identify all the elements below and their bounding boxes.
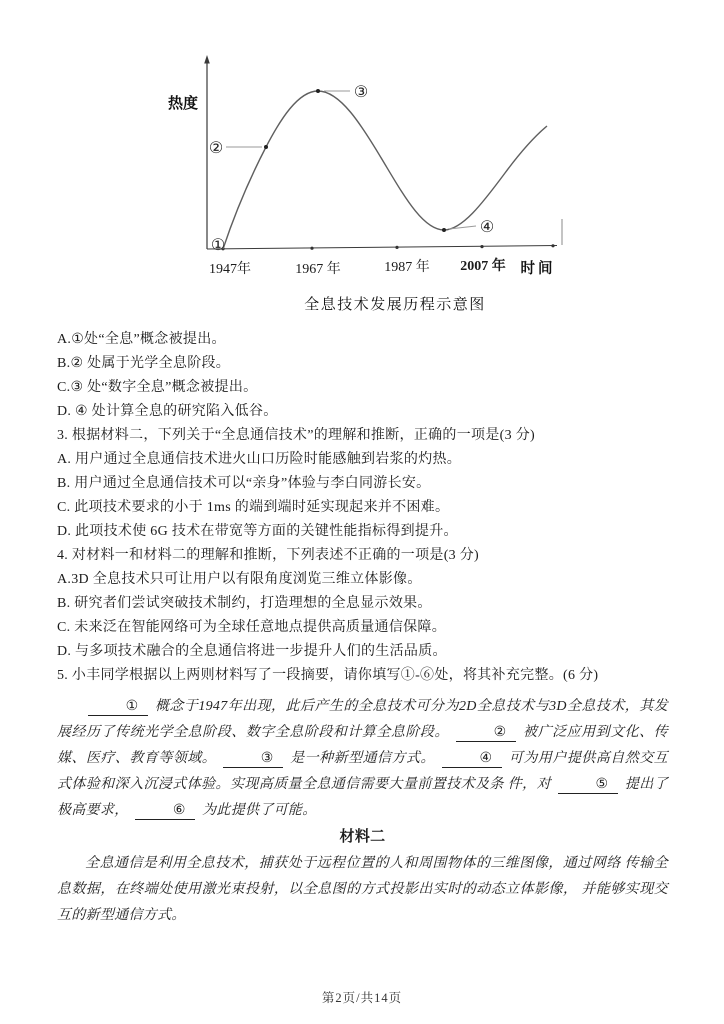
q3-stem: 3. 根据材料二，下列关于“全息通信技术”的理解和推断，正确的一项是(3 分): [57, 428, 535, 443]
tick-dot-2007: [480, 245, 483, 248]
q2-option-a: A.①处“全息”概念被提出。: [57, 332, 226, 347]
question-body: [57, 328, 668, 929]
tick-dot-1967: [310, 247, 313, 250]
curve-point-3: [316, 89, 320, 93]
y-axis-arrow-icon: [204, 55, 210, 64]
blank-1: ①: [88, 699, 148, 716]
summary-segment-5: 提出了极高要求，: [57, 777, 668, 818]
blank-5: ⑤: [558, 777, 618, 794]
q5-stem: 5. 小丰同学根据以上两则材料写了一段摘要，请你填写①-⑥处，将其补充完整。(6 分): [57, 668, 599, 683]
q3-option-c: C. 此项技术要求的小于 1ms 的端到端时延实现起来并不困难。: [57, 500, 450, 515]
material2-paragraph: 全息通信是利用全息技术，捕获处于远程位置的人和周围物体的三维图像，通过网络 传输全息数据，在终端处使用激光束投射，以全息图的方式投影出实时的动态立体影像， 并能够实现交互的新型通信方式。: [57, 856, 668, 923]
blank-3: ③: [223, 751, 283, 768]
q4-option-a: A.3D 全息技术只可让用户以有限角度浏览三维立体影像。: [57, 572, 422, 587]
q4-stem: 4. 对材料一和材料二的理解和推断，下列表述不正确的一项是(3 分): [57, 548, 480, 563]
tick-label-1967: 1967 年: [295, 262, 341, 277]
marker-4: ④: [479, 219, 495, 236]
q4-option-c: C. 未来泛在智能网络可为全球任意地点提供高质量通信保障。: [57, 620, 447, 635]
curve-point-4: [442, 228, 446, 232]
q4-option-b: B. 研究者们尝试突破技术制约，打造理想的全息显示效果。: [57, 596, 432, 611]
y-axis-label: 热度: [168, 95, 199, 112]
marker-1: ①: [210, 237, 226, 254]
marker-3: ③: [353, 84, 369, 101]
blank-6: ⑥: [135, 803, 195, 820]
blank-4: ④: [442, 751, 502, 768]
chart-caption: 全息技术发展历程示意图: [304, 297, 486, 313]
chart-canvas: [160, 52, 580, 324]
q3-option-b: B. 用户通过全息通信技术可以“亲身”体验与李白同游长安。: [57, 476, 431, 491]
tick-label-2007: 2007 年: [460, 259, 506, 274]
q2-option-b: B.② 处属于光学全息阶段。: [57, 356, 231, 371]
material2-heading: 材料二: [339, 829, 386, 845]
q3-option-d: D. 此项技术使 6G 技术在带宽等方面的关键性能指标得到提升。: [57, 524, 458, 539]
page-footer: 第2页/共14页: [321, 991, 403, 1005]
tick-label-1987: 1987 年: [384, 260, 430, 275]
q4-option-d: D. 与多项技术融合的全息通信将进一步提升人们的生活品质。: [57, 644, 447, 659]
x-axis: [207, 246, 557, 250]
summary-segment-1: 概念于1947年出现，此后产生的全息技术可分为2D全息技术与3D全息技术，其发展经历了传统光学全息阶段、数字全息阶段和计算全息阶段。: [57, 699, 668, 740]
x-axis-label: 时间: [520, 261, 556, 277]
tick-label-1947: 1947年: [209, 262, 251, 277]
summary-segment-2: 被广泛应用到文化、传媒、医疗、教育等领域。: [57, 725, 669, 766]
heat-curve: [223, 91, 547, 249]
marker-2: ②: [208, 140, 224, 157]
q2-option-c: C.③ 处“数字全息”概念被提出。: [57, 380, 258, 395]
q5-summary-paragraph: [57, 694, 668, 824]
summary-segment-3: 是一种新型通信方式。: [290, 751, 435, 766]
q2-option-d: D. ④ 处计算全息的研究陷入低谷。: [57, 404, 278, 419]
tick-dot-1987: [395, 246, 398, 249]
holography-development-chart: [160, 52, 580, 324]
blank-2: ②: [456, 725, 516, 742]
q3-option-a: A. 用户通过全息通信技术进火山口历险时能感触到岩浆的灼热。: [57, 452, 462, 467]
summary-segment-6: 为此提供了可能。: [202, 803, 317, 818]
curve-point-2: [264, 145, 268, 149]
tick-dot-end: [551, 244, 554, 247]
summary-segment-4: 可为用户提供高自然交互式体验和深入沉浸式体验。实现高质量全息通信需要大量前置技术及条 件，对: [57, 751, 668, 792]
